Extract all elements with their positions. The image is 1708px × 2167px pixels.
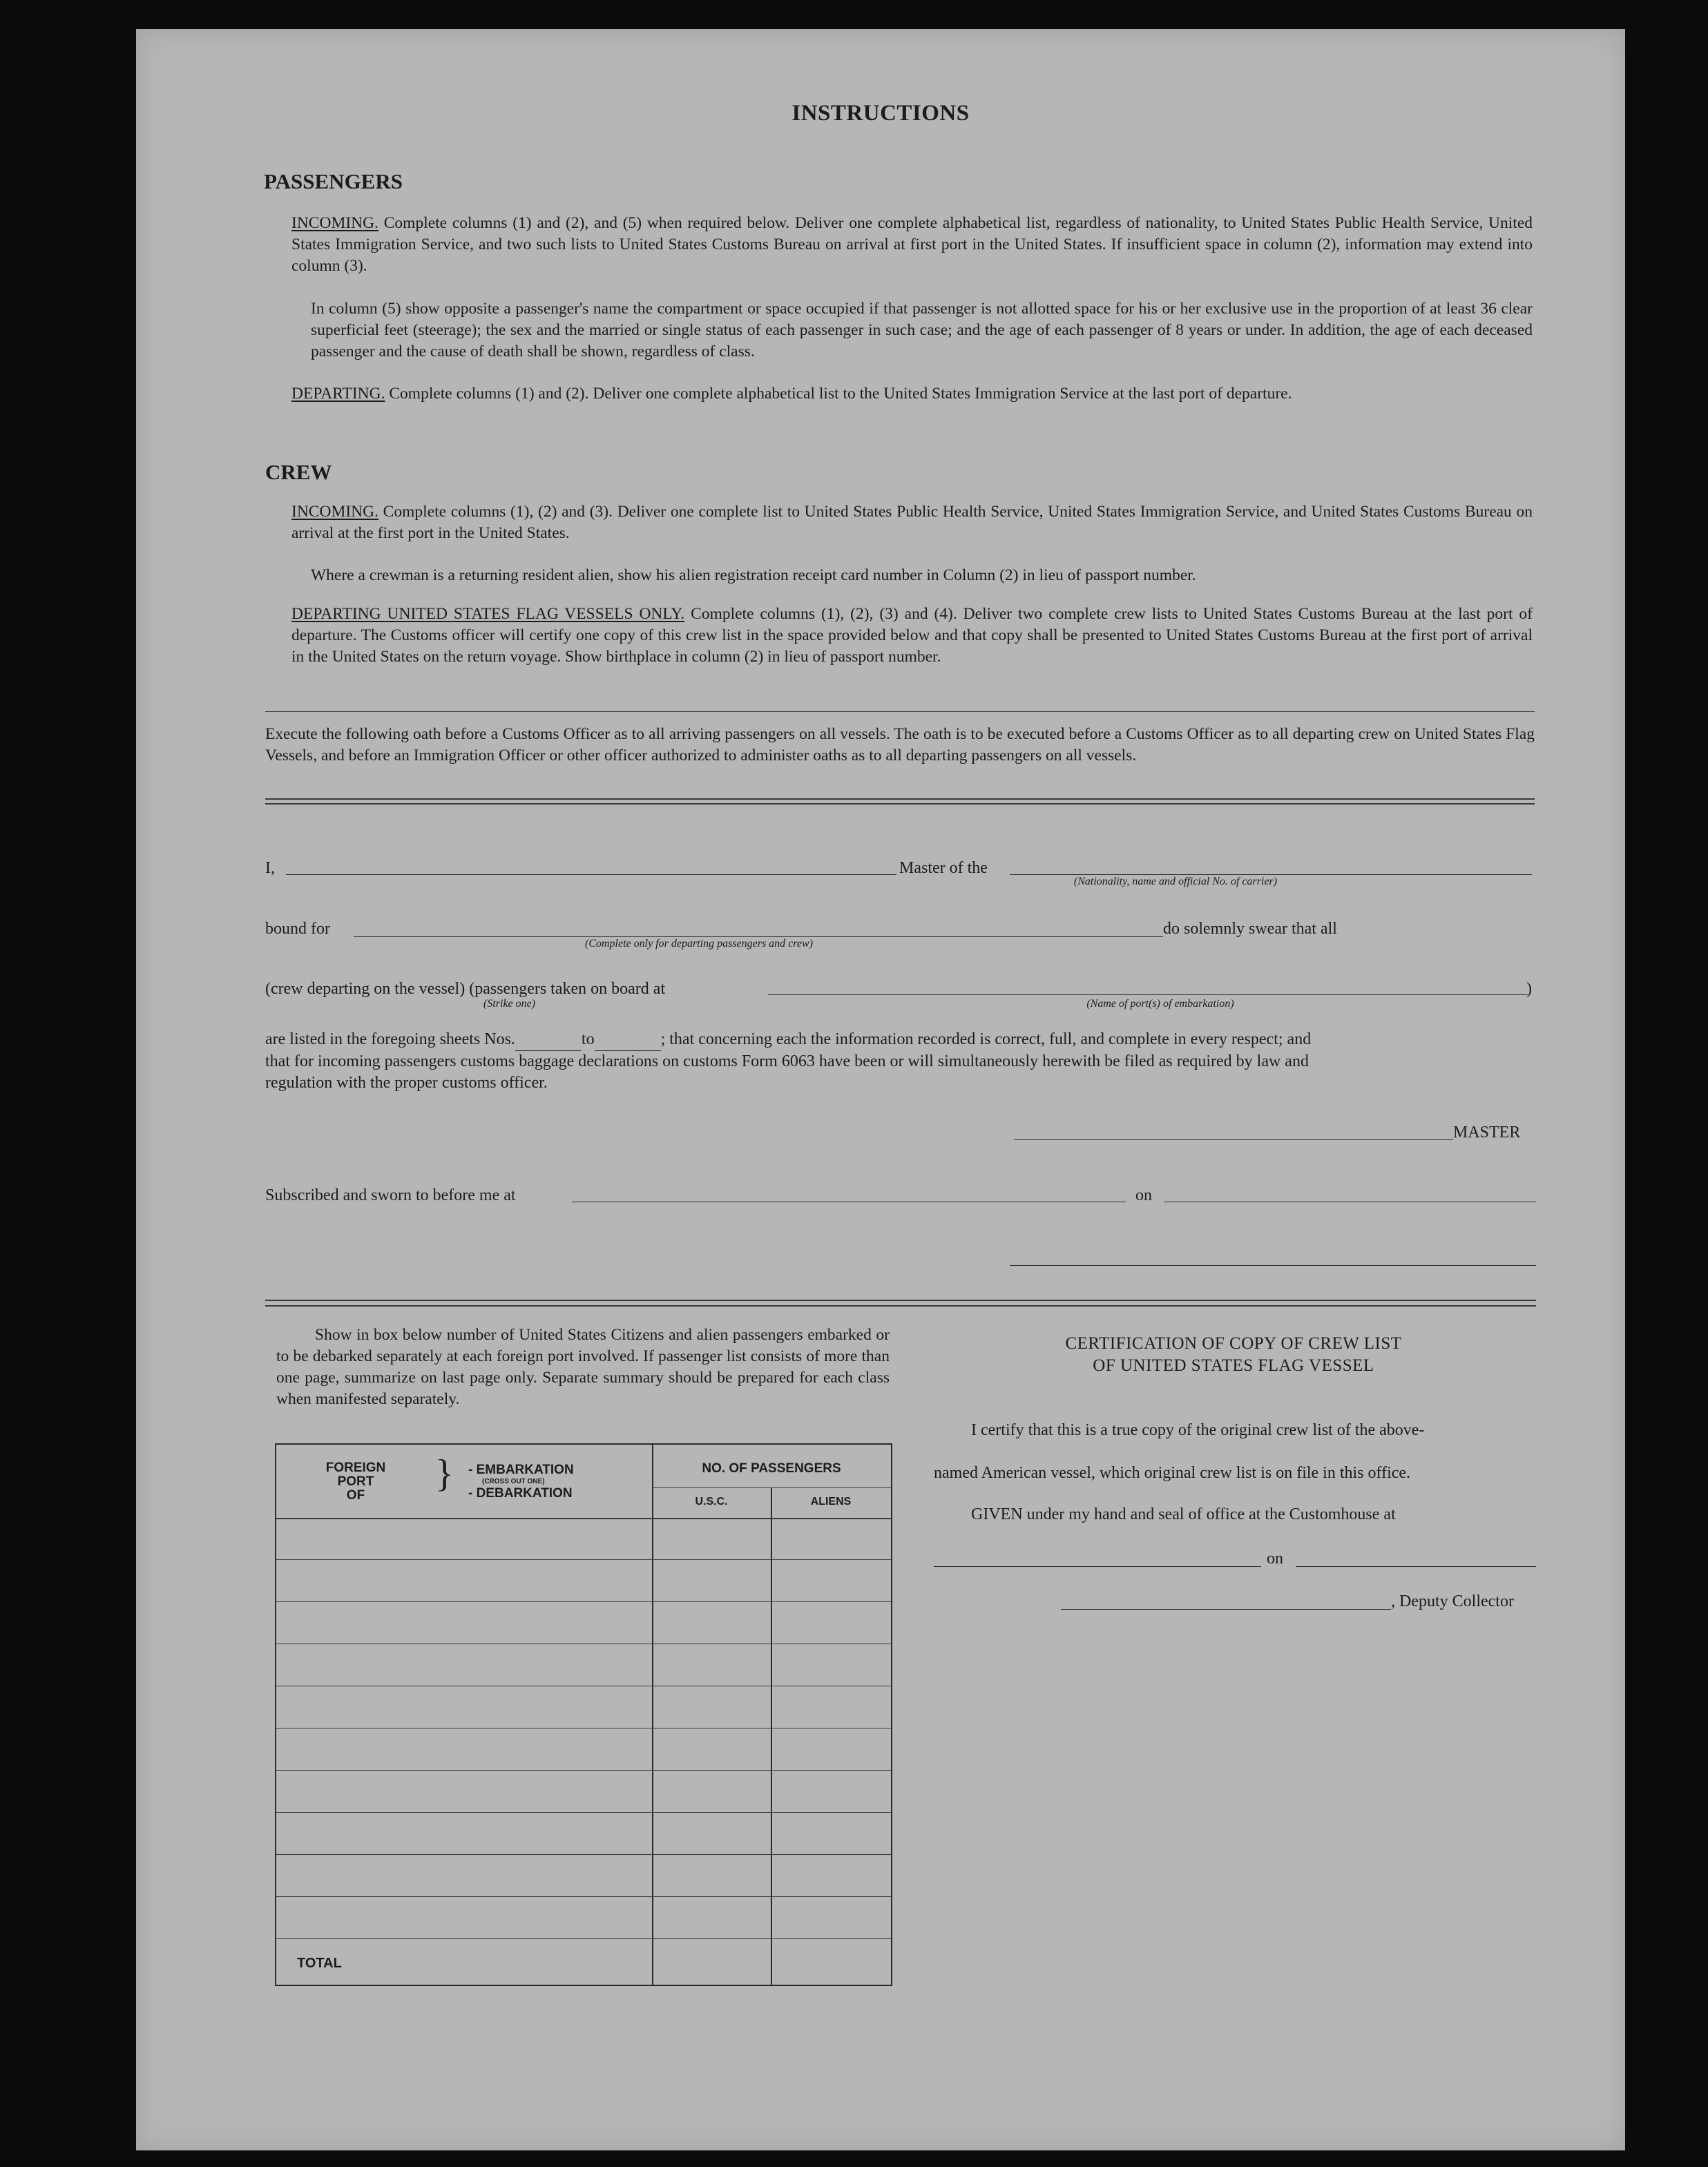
certification-date-line[interactable] bbox=[1296, 1566, 1536, 1567]
bound-for-line[interactable] bbox=[354, 936, 1163, 937]
bound-for-label: bound for bbox=[265, 920, 330, 938]
crew-incoming-paragraph bbox=[291, 501, 1533, 544]
page-title: INSTRUCTIONS bbox=[791, 101, 970, 126]
passengers-departing-lead: DEPARTING. bbox=[291, 385, 385, 403]
foreign-label: FOREIGN bbox=[325, 1461, 386, 1475]
crew-departing-text: Complete columns (1), (2), (3) and (4). Deliver two complete crew lists to United States Customs Bureau at the last port of departure. The Customs officer will certify one copy of this crew list in the space provided below and that copy shall be presented to United States Customs Bureau at the first port of arrival in the United States on the return voyage. Show birthplace in column (2) in lieu of passport number. bbox=[291, 605, 1533, 666]
master-of-the-label: Master of the bbox=[899, 859, 988, 877]
crew-incoming-lead: INCOMING. bbox=[291, 503, 378, 521]
master-name-line[interactable] bbox=[286, 874, 896, 875]
double-rule-lower-bottom bbox=[265, 1305, 1536, 1307]
double-rule-top bbox=[265, 798, 1535, 800]
table-subheader-rule bbox=[652, 1487, 891, 1488]
crew-departing-text: (crew departing on the vessel) (passengers taken on board at bbox=[265, 980, 666, 998]
certify-line-1: I certify that this is a true copy of the original crew list of the above- bbox=[971, 1421, 1425, 1439]
table-row[interactable] bbox=[276, 1938, 891, 1939]
passengers-column5-paragraph: In column (5) show opposite a passenger's name the compartment or space occupied if that passenger is not allotted space for his or her exclusive use in the proportion of at least 36 clear superficial feet (steerage); the sex and the married or single status of each passenger in such case; and the age of each passenger of 8 years or under. In addition, the age of each deceased passenger and the cause of death shall be shown, regardless of class. bbox=[311, 300, 1533, 360]
listed-to-text: to bbox=[581, 1030, 595, 1048]
deputy-collector-label: , Deputy Collector bbox=[1391, 1592, 1514, 1610]
double-rule-bottom bbox=[265, 803, 1535, 805]
certify-line-2: named American vessel, which original crew list is on file in this office. bbox=[934, 1464, 1411, 1482]
crew-heading: CREW bbox=[265, 460, 332, 484]
sheet-to-field[interactable] bbox=[595, 1029, 661, 1051]
table-row[interactable] bbox=[276, 1559, 891, 1560]
section-divider bbox=[265, 711, 1535, 712]
passengers-incoming-paragraph bbox=[291, 213, 1533, 277]
brace-icon: } bbox=[435, 1452, 454, 1495]
carrier-line[interactable] bbox=[1010, 874, 1532, 875]
passengers-departing-paragraph bbox=[291, 383, 1533, 405]
table-divider-aliens bbox=[771, 1487, 772, 1985]
master-signature-line[interactable] bbox=[1014, 1139, 1453, 1140]
foreign-port-header bbox=[318, 1461, 394, 1503]
embarkation-label: - EMBARKATION bbox=[468, 1463, 574, 1477]
deputy-signature-line[interactable] bbox=[1061, 1609, 1391, 1610]
subscribed-label: Subscribed and sworn to before me at bbox=[265, 1186, 516, 1204]
subscribed-on-label: on bbox=[1135, 1186, 1152, 1204]
table-row[interactable] bbox=[276, 1770, 891, 1771]
crew-crewman-paragraph: Where a crewman is a returning resident alien, show his alien registration receipt card number in Column (2) in lieu of passport number. bbox=[311, 566, 1196, 584]
port-label: PORT bbox=[337, 1474, 374, 1489]
listed-sheets-paragraph bbox=[265, 1029, 1535, 1094]
certification-title-line1: CERTIFICATION OF COPY OF CREW LIST bbox=[1065, 1334, 1402, 1353]
listed-text-2: ; that concerning each the information recorded is correct, full, and complete in every respect; and bbox=[660, 1030, 1312, 1048]
table-row[interactable] bbox=[276, 1854, 891, 1855]
carrier-caption: (Nationality, name and official No. of carrier) bbox=[1073, 876, 1278, 887]
listed-text-3: that for incoming passengers customs baggage declarations on customs Form 6063 have been or will simultaneously herewith be filed as required by law and bbox=[265, 1052, 1309, 1070]
of-label: OF bbox=[346, 1488, 365, 1503]
passenger-summary-table bbox=[275, 1443, 892, 1986]
strike-one-caption: (Strike one) bbox=[483, 998, 536, 1010]
listed-text-4: regulation with the proper customs officer. bbox=[265, 1074, 548, 1092]
solemnly-swear-text: do solemnly swear that all bbox=[1163, 920, 1337, 938]
oath-i-label: I, bbox=[265, 859, 275, 877]
master-label: MASTER bbox=[1453, 1124, 1521, 1142]
passengers-incoming-text: Complete columns (1) and (2), and (5) when required below. Deliver one complete alphabetical list, regardless of nationality, to United States Public Health Service, United States Immigration Service, and two such lists to United States Customs Bureau on arrival at first port in the United States. If insufficient space in column (2), information may extend into column (3). bbox=[291, 214, 1533, 275]
customhouse-line[interactable] bbox=[934, 1566, 1261, 1567]
double-rule-lower-top bbox=[265, 1300, 1536, 1301]
table-row[interactable] bbox=[276, 1812, 891, 1813]
debarkation-label: - DEBARKATION bbox=[468, 1486, 573, 1501]
sheet-from-field[interactable] bbox=[515, 1029, 582, 1051]
table-row[interactable] bbox=[276, 1896, 891, 1897]
bound-for-caption: (Complete only for departing passengers and crew) bbox=[584, 938, 814, 950]
table-divider-usc bbox=[652, 1445, 653, 1985]
listed-text-1: are listed in the foregoing sheets Nos. bbox=[265, 1030, 515, 1048]
total-label: TOTAL bbox=[297, 1956, 342, 1971]
officer-signature-line[interactable] bbox=[1010, 1265, 1536, 1266]
certification-title bbox=[934, 1333, 1533, 1377]
close-paren: ) bbox=[1526, 980, 1532, 998]
no-of-passengers-header: NO. OF PASSENGERS bbox=[702, 1461, 841, 1476]
passengers-heading: PASSENGERS bbox=[264, 169, 403, 193]
passengers-departing-text: Complete columns (1) and (2). Deliver one complete alphabetical list to the United States Immigration Service at the last port of departure. bbox=[389, 385, 1292, 403]
summary-instructions: Show in box below number of United States Citizens and alien passengers embarked or to be debarked separately at each foreign port involved. If passenger list consists of more than one page, summarize on last page only. Separate summary should be prepared for each class when manifested separately. bbox=[276, 1326, 890, 1408]
port-caption: (Name of port(s) of embarkation) bbox=[1086, 998, 1234, 1010]
usc-header: U.S.C. bbox=[695, 1496, 728, 1508]
certification-title-line2: OF UNITED STATES FLAG VESSEL bbox=[1093, 1356, 1374, 1375]
certification-on-label: on bbox=[1267, 1550, 1283, 1568]
table-header-rule bbox=[276, 1518, 891, 1519]
crew-departing-paragraph bbox=[291, 604, 1533, 668]
crew-incoming-text: Complete columns (1), (2) and (3). Deliver one complete list to United States Public Health Service, United States Immigration Service, and United States Customs Bureau on arrival at the first port in the United States. bbox=[291, 503, 1533, 542]
embarkation-port-line[interactable] bbox=[768, 994, 1528, 995]
cross-out-label: (CROSS OUT ONE) bbox=[482, 1478, 545, 1485]
passengers-incoming-lead: INCOMING. bbox=[291, 214, 378, 232]
table-row[interactable] bbox=[276, 1601, 891, 1602]
oath-intro-paragraph: Execute the following oath before a Customs Officer as to all arriving passengers on all vessels. The oath is to be executed before a Customs Officer as to all departing crew on United States Flag Vessels, and before an Immigration Officer or other officer authorized to administer oaths as to all departing passengers on all vessels. bbox=[265, 725, 1535, 764]
aliens-header: ALIENS bbox=[810, 1496, 852, 1508]
given-text: GIVEN under my hand and seal of office at the Customhouse at bbox=[971, 1505, 1396, 1523]
crew-departing-lead: DEPARTING UNITED STATES FLAG VESSELS ONLY. bbox=[291, 605, 685, 623]
